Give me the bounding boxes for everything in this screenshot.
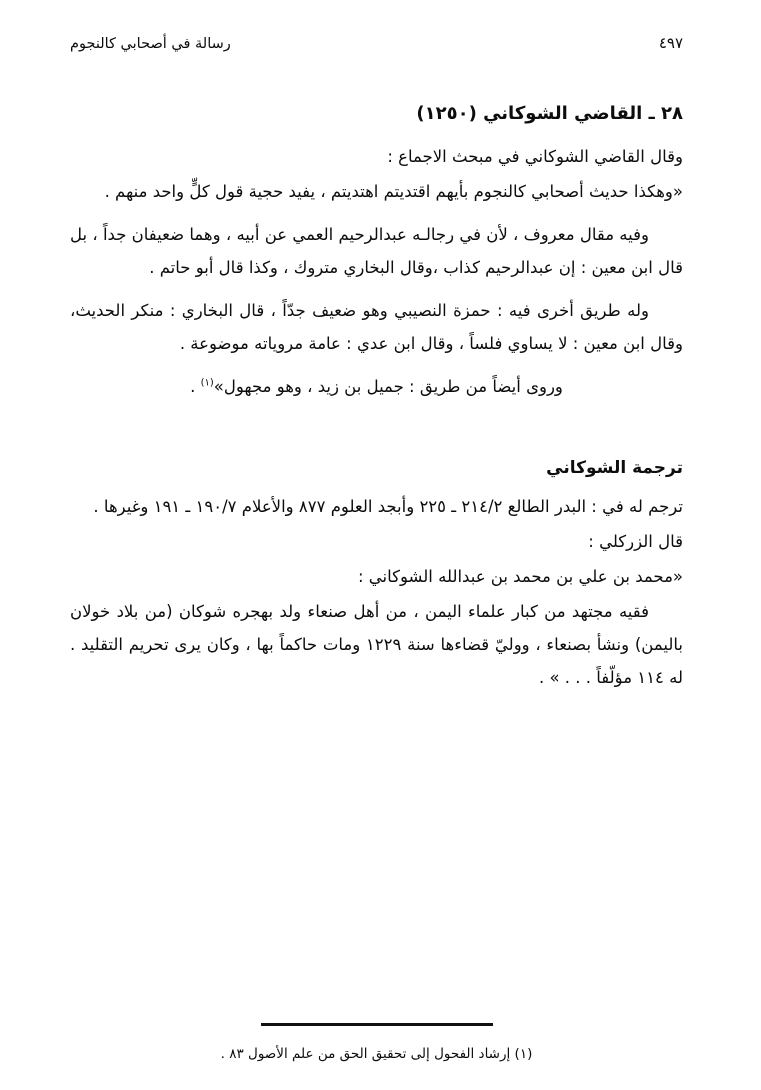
sub-heading-translation: ترجمة الشوكاني [546,458,683,479]
paragraph-gap [70,286,683,294]
paragraph-gap [70,362,683,370]
footnote-text: (١) إرشاد الفحول إلى تحقيق الحق من علم الأصول ٨٣ . [220,1045,533,1062]
section-heading: ٢٨ ـ القاضي الشوكاني (١٢٥٠) [416,103,683,124]
footnote-area [70,1023,683,1066]
document-body [70,98,683,1023]
section-gap [70,405,683,423]
footnote-reference-marker: (١) [200,377,214,389]
paragraph-zirikli-name: «محمد بن علي بن محمد بن عبدالله الشوكاني : [358,566,683,586]
paragraph-gap [70,210,683,218]
paragraph-biography: فقيه مجتهد من كبار علماء اليمن ، من أهل صنعاء ولد بهجره شوكان (من بلاد خولان باليمن) ونشأ بصنعاء ، ووليّ قضاءها سنة ١٢٢٩ ومات حاكماً بها ، وكان يرى تحريم التقليد . له ١١٤ مؤلّفاً . . . » . [70,601,683,687]
paragraph-sources: ترجم له في : البدر الطالع ٢١٤/٢ ـ ٢٢٥ وأبجد العلوم ٨٧٧ والأعلام ١٩٠/٧ ـ ١٩١ وغيرها . [93,496,683,516]
paragraph-quote-3: وله طريق أخرى فيه : حمزة النصيبي وهو ضعيف جدّاً ، قال البخاري : منكر الحديث، وقال ابن معين : لا يساوي فلساً ، وقال ابن عدي : عامة مروياته موضوعة . [70,301,683,354]
paragraph-quote-2: وفيه مقال معروف ، لأن في رجالـه عبدالرحيم العمي عن أبيه ، وهما ضعيفان جداً ، بل قال ابن معين : إن عبدالرحيم كذاب ،وقال البخاري متروك ، وكذا قال أبو حاتم . [70,225,683,278]
paragraph-intro: وقال القاضي الشوكاني في مبحث الاجماع : [387,147,683,167]
paragraph-quote-4: وروى أيضاً من طريق : جميل بن زيد ، وهو مجهول»$^{(١)}$ . [190,377,563,397]
paragraph-quote-4-text: وروى أيضاً من طريق : جميل بن زيد ، وهو مجهول» [213,377,563,397]
running-head [70,34,683,52]
running-head-title: رسالة في أصحابي كالنجوم [70,36,231,52]
paragraph-zirikli-intro: قال الزركلي : [588,531,683,551]
footnote-separator-rule [261,1023,493,1026]
page-number: ٤٩٧ [658,34,683,52]
paragraph-quote-1: «وهكذا حديث أصحابي كالنجوم بأيهم اقتديتم اهتديتم ، يفيد حجية قول كلٍّ واحد منهم . [104,182,683,202]
